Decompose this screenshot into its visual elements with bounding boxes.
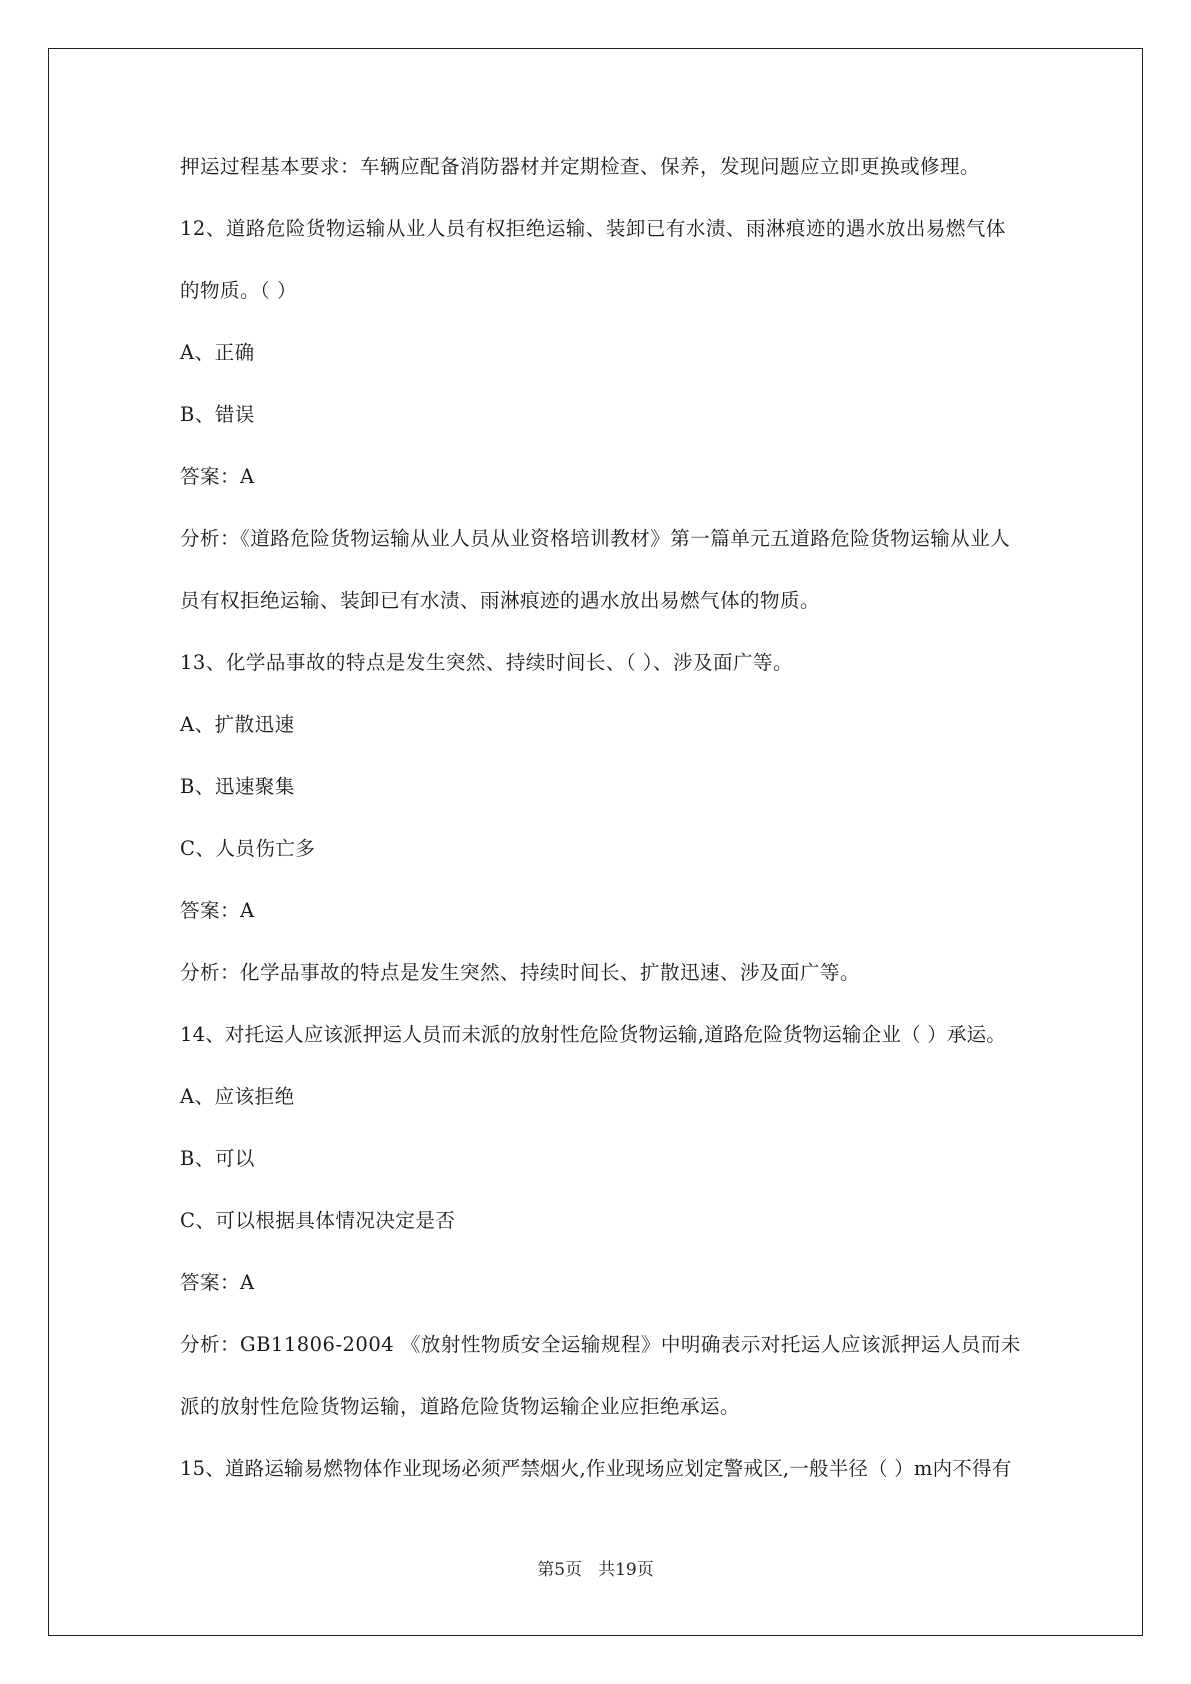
analysis-continued: 员有权拒绝运输、装卸已有水渍、雨淋痕迹的遇水放出易燃气体的物质。 xyxy=(180,589,821,612)
answer: 答案：A xyxy=(180,465,255,488)
option-a: A、应该拒绝 xyxy=(180,1085,295,1108)
option-c: C、人员伤亡多 xyxy=(180,837,316,860)
page-number: 第5页 xyxy=(537,1560,583,1580)
option-c: C、可以根据具体情况决定是否 xyxy=(180,1209,456,1232)
answer: 答案：A xyxy=(180,1271,255,1294)
analysis: 分析：GB11806-2004 《放射性物质安全运输规程》中明确表示对托运人应该派押运人员而未 xyxy=(180,1333,1021,1356)
answer: 答案：A xyxy=(180,899,255,922)
page-footer xyxy=(0,1558,1191,1582)
document-body xyxy=(180,152,1020,1516)
option-a: A、正确 xyxy=(180,341,255,364)
question-15: 15、道路运输易燃物体作业现场必须严禁烟火,作业现场应划定警戒区,一般半径（ ）m内不得有 xyxy=(180,1457,1012,1480)
option-b: B、可以 xyxy=(180,1147,255,1170)
question-12-continued: 的物质。（ ） xyxy=(180,279,297,302)
analysis: 分析：《道路危险货物运输从业人员从业资格培训教材》第一篇单元五道路危险货物运输从业人 xyxy=(180,527,1011,550)
question-12: 12、道路危险货物运输从业人员有权拒绝运输、装卸已有水渍、雨淋痕迹的遇水放出易燃气体 xyxy=(180,217,1006,240)
text-line: 押运过程基本要求：车辆应配备消防器材并定期检查、保养，发现问题应立即更换或修理。 xyxy=(180,155,981,178)
question-13: 13、化学品事故的特点是发生突然、持续时间长、（ ）、涉及面广等。 xyxy=(180,651,794,674)
question-14: 14、对托运人应该派押运人员而未派的放射性危险货物运输,道路危险货物运输企业（ ）承运。 xyxy=(180,1023,1007,1046)
analysis-continued: 派的放射性危险货物运输，道路危险货物运输企业应拒绝承运。 xyxy=(180,1395,741,1418)
analysis: 分析：化学品事故的特点是发生突然、持续时间长、扩散迅速、涉及面广等。 xyxy=(180,961,861,984)
option-a: A、扩散迅速 xyxy=(180,713,295,736)
option-b: B、迅速聚集 xyxy=(180,775,295,798)
option-b: B、错误 xyxy=(180,403,255,426)
page-total: 共19页 xyxy=(598,1560,654,1580)
